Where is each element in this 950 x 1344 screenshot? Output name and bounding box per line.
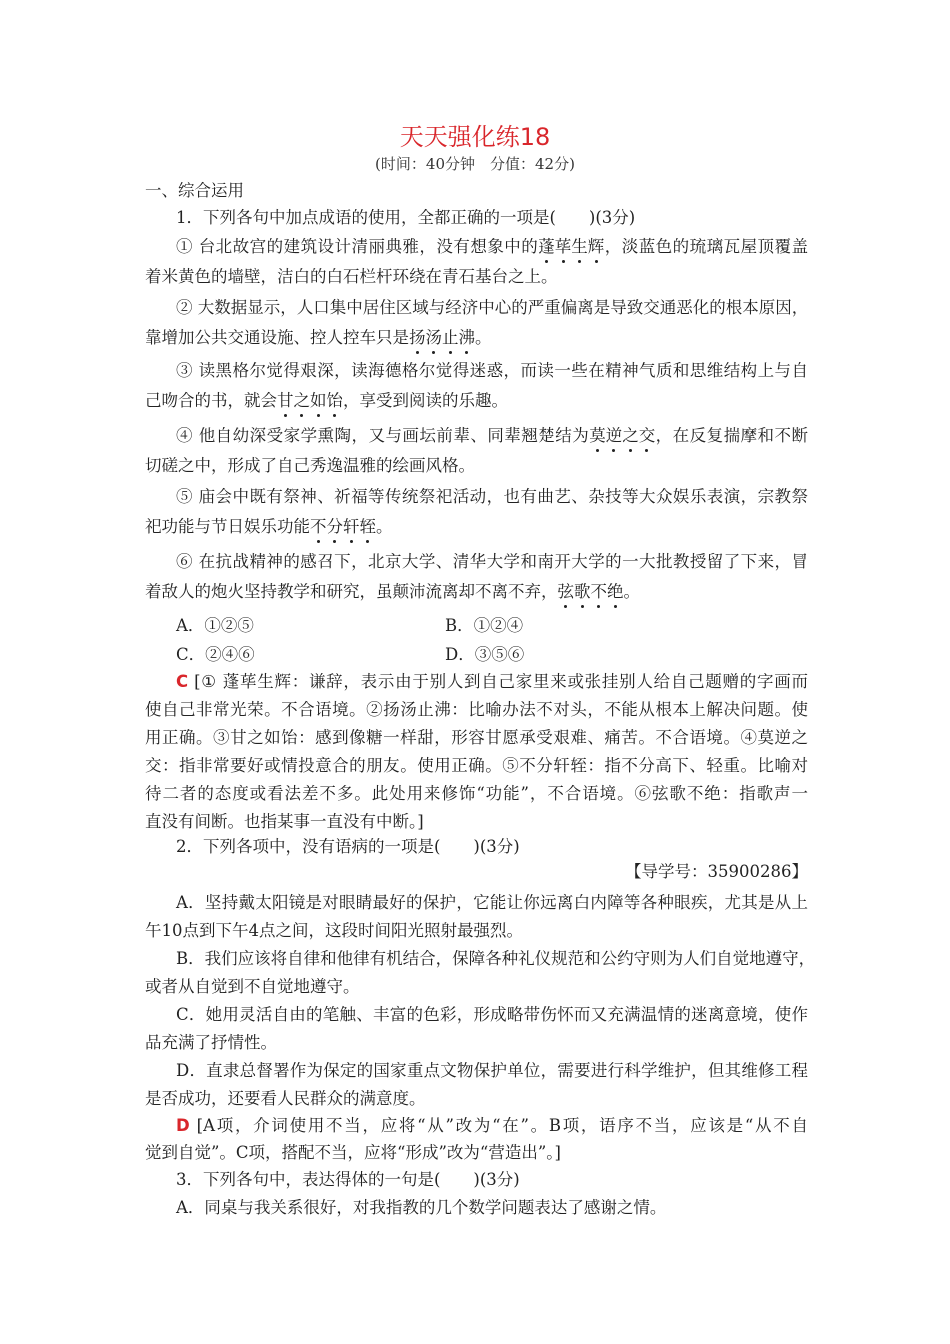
emphasis-char: 逆 xyxy=(605,426,623,445)
q1-sentence-6-line-1: ⑥ 在抗战精神的感召下，北京大学、清华大学和南开大学的一大批教授留了下来，冒 xyxy=(176,552,808,571)
emphasis-char: 分 xyxy=(326,517,343,536)
emphasis-char: 不 xyxy=(590,582,607,601)
emphasis-char: 止 xyxy=(442,328,459,347)
q1-sentence-1-line-2: 着米黄色的墙壁，洁白的白石栏杆环绕在青石基台之上。 xyxy=(145,267,558,286)
q1-option-a: A．①②⑤ xyxy=(176,616,254,635)
q1-explanation-line-2: 使自己非常光荣。不合语境。②扬汤止沸：比喻办法不对头，不能从根本上解决问题。使 xyxy=(145,700,808,719)
question-2-stem: 2．下列各项中，没有语病的一项是( )(3分) xyxy=(176,837,520,856)
page-subtitle: (时间：40分钟 分值：42分) xyxy=(375,155,575,173)
section-heading: 一、综合运用 xyxy=(145,181,244,200)
emphasis-char: 蓬 xyxy=(538,237,555,256)
q1-sentence-5-line-1: ⑤ 庙会中既有祭神、祈福等传统祭祀活动，也有曲艺、杂技等大众娱乐表演，宗教祭 xyxy=(176,487,808,506)
q2-answer: D xyxy=(176,1116,190,1135)
emphasis-char: 歌 xyxy=(574,582,591,601)
q1-answer: C xyxy=(176,672,189,691)
q1-sentence-4-line-2: 切磋之中，形成了自己秀逸温雅的绘画风格。 xyxy=(145,456,475,475)
emphasis-char: 绝 xyxy=(607,582,624,601)
q1-sentence-2-line-2: 靠增加公共交通设施、控人控车只是扬汤止沸。 xyxy=(145,328,492,347)
q1-explanation-line-3: 用正确。③甘之如饴：感到像糖一样甜，形容甘愿承受艰难、痛苦。不合语境。④莫逆之 xyxy=(145,728,808,747)
q1-idiom-2 xyxy=(409,328,475,347)
guide-number: 【导学号：35900286】 xyxy=(625,862,808,881)
q1-sentence-2-line-1: ② 大数据显示，人口集中居住区域与经济中心的严重偏离是导致交通恶化的根本原因， xyxy=(176,298,809,317)
q1-option-b: B．①②④ xyxy=(445,616,524,635)
q1-option-d: D．③⑤⑥ xyxy=(445,645,525,664)
q1-explanation-line-5: 待二者的态度或看法差不多。此处用来修饰“功能”，不合语境。⑥弦歌不绝：指歌声一 xyxy=(145,784,808,803)
q2-explanation-line-2: 觉到自觉”。C项，搭配不当，应将“形成”改为“营造出”。] xyxy=(145,1143,561,1162)
emphasis-char: 扬 xyxy=(409,328,426,347)
emphasis-char: 饴 xyxy=(326,391,343,410)
q1-explanation-line-6: 直没有间断。也指某事一直没有中断。] xyxy=(145,812,424,831)
emphasis-char: 生 xyxy=(571,237,588,256)
q2-option-b-line-1: B．我们应该将自律和他律有机结合，保障各种礼仪规范和公约守则为人们自觉地遵守， xyxy=(176,949,816,968)
q1-idiom-6 xyxy=(558,582,624,601)
q3-option-a: A．同桌与我关系很好，对我指教的几个数学问题表达了感谢之情。 xyxy=(176,1198,667,1217)
q1-explanation-line-1: C [① 蓬荜生辉：谦辞，表示由于别人到自己家里来或张挂别人给自己题赠的字画而 xyxy=(176,672,808,691)
emphasis-char: 之 xyxy=(293,391,310,410)
q1-option-c: C．②④⑥ xyxy=(176,645,255,664)
emphasis-char: 轾 xyxy=(359,517,376,536)
q2-option-c-line-1: C．她用灵活自由的笔触、丰富的色彩，形成略带伤怀而又充满温情的迷离意境，使作 xyxy=(176,1005,808,1024)
emphasis-char: 如 xyxy=(310,391,327,410)
question-1-stem: 1．下列各句中加点成语的使用，全都正确的一项是( )(3分) xyxy=(176,208,636,227)
q2-option-d-line-2: 是否成功，还要看人民群众的满意度。 xyxy=(145,1089,426,1108)
q1-sentence-4-line-1: ④ 他自幼深受家学熏陶，又与画坛前辈、同辈翘楚结为莫逆之交，在反复揣摩和不断 xyxy=(176,426,809,445)
q1-idiom-1 xyxy=(538,237,604,256)
emphasis-char: 之 xyxy=(622,426,639,445)
q2-option-a-line-1: A．坚持戴太阳镜是对眼睛最好的保护，它能让你远离白内障等各种眼疾，尤其是从上 xyxy=(176,893,808,912)
q2-option-a-line-2: 午10点到下午4点之间，这段时间阳光照射最强烈。 xyxy=(145,921,523,940)
emphasis-char: 沸 xyxy=(458,328,475,347)
emphasis-char: 荜 xyxy=(554,237,572,256)
q1-sentence-6-line-2: 着敌人的炮火坚持教学和研究，虽颠沛流离却不离不弃，弦歌不绝。 xyxy=(145,582,640,601)
emphasis-char: 甘 xyxy=(277,391,294,410)
emphasis-char: 汤 xyxy=(425,328,442,347)
emphasis-char: 轩 xyxy=(343,517,360,536)
q1-idiom-3 xyxy=(277,391,343,410)
emphasis-char: 不 xyxy=(310,517,327,536)
q1-sentence-3-line-1: ③ 读黑格尔觉得艰深，读海德格尔觉得迷惑，而读一些在精神气质和思维结构上与自 xyxy=(176,361,808,380)
q1-idiom-4 xyxy=(589,426,655,445)
q1-sentence-3-line-2: 己吻合的书，就会甘之如饴，享受到阅读的乐趣。 xyxy=(145,391,508,410)
q1-sentence-1-line-1: ① 台北故宫的建筑设计清丽典雅，没有想象中的蓬荜生辉，淡蓝色的琉璃瓦屋顶覆盖 xyxy=(176,237,809,256)
emphasis-char: 莫 xyxy=(589,426,606,445)
emphasis-char: 弦 xyxy=(557,582,574,601)
q2-option-c-line-2: 品充满了抒情性。 xyxy=(145,1033,277,1052)
q1-sentence-5-line-2: 祀功能与节日娱乐功能不分轩轾。 xyxy=(145,517,393,536)
q1-explanation-line-4: 交：指非常要好或情投意合的朋友。使用正确。⑤不分轩轾：指不分高下、轻重。比喻对 xyxy=(145,756,808,775)
page-title: 天天强化练18 xyxy=(399,123,551,151)
emphasis-char: 交 xyxy=(638,426,656,445)
q2-option-d-line-1: D．直隶总督署作为保定的国家重点文物保护单位，需要进行科学维护，但其维修工程 xyxy=(176,1061,808,1080)
question-3-stem: 3．下列各句中，表达得体的一句是( )(3分) xyxy=(176,1170,520,1189)
q2-option-b-line-2: 或者从自觉到不自觉地遵守。 xyxy=(145,977,360,996)
emphasis-char: 辉 xyxy=(587,237,605,256)
q2-explanation-line-1: D [A项，介词使用不当，应将“从”改为“在”。B项，语序不当，应该是“从不自 xyxy=(176,1116,808,1135)
q1-idiom-5 xyxy=(310,517,376,536)
